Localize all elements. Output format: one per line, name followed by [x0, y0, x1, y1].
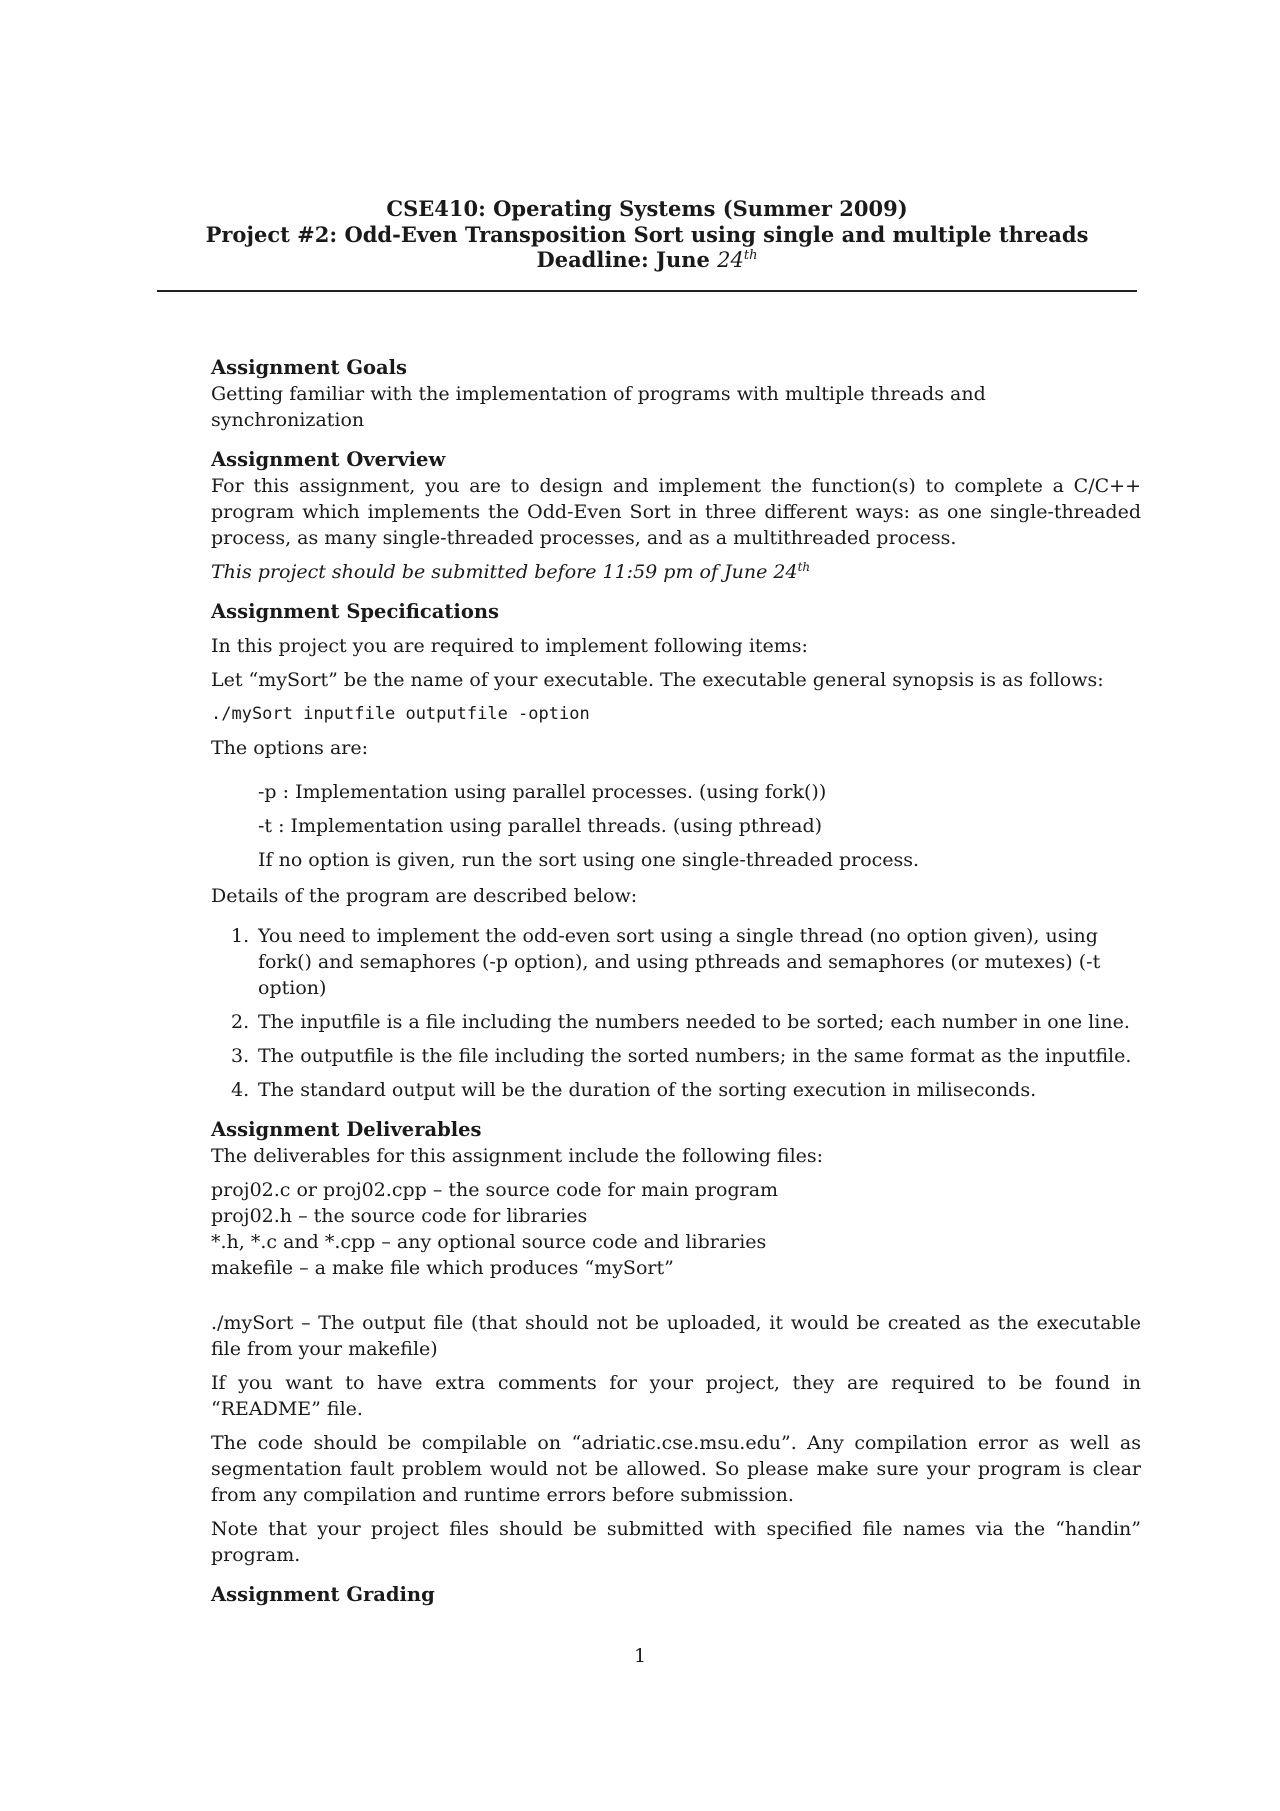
handin-note: Note that your project files should be submitted with specified file names via the “handin” program. [211, 1518, 1141, 1566]
list-item-number: 4. [231, 1079, 250, 1101]
deliverables-file-list [211, 1177, 1141, 1281]
specifications-heading: Assignment Specifications [211, 600, 499, 623]
synopsis-text: Let “mySort” be the name of your executable. The executable general synopsis is as follows: [211, 669, 1104, 691]
submission-note [211, 559, 1141, 585]
project-title: Project #2: Odd-Even Transposition Sort using single and multiple threads [205, 221, 1089, 247]
executable-note: ./mySort – The output file (that should not be uploaded, it would be created as the executable file from your makefile) [211, 1312, 1141, 1360]
submission-note-suffix: th [797, 560, 811, 574]
list-item [211, 1009, 1141, 1035]
deadline-day: 24 [717, 248, 744, 272]
page-number: 1 [633, 1645, 647, 1667]
details-label: Details of the program are described below: [211, 885, 638, 907]
course-title: CSE410: Operating Systems (Summer 2009) [386, 196, 908, 221]
option-p: -p : Implementation using parallel processes. (using fork()) [258, 781, 827, 803]
list-item [211, 1077, 1141, 1103]
deliverables-intro: The deliverables for this assignment include the following files: [211, 1145, 824, 1167]
compile-note: The code should be compilable on “adriatic.cse.msu.edu”. Any compilation error as well as segmentation fault problem would not be allowed. So please make sure your program is clear from any compilation and runtime errors before submission. [211, 1432, 1141, 1506]
list-item-number: 3. [231, 1045, 250, 1067]
list-item-text: The inputfile is a file including the numbers needed to be sorted; each number in one line. [258, 1011, 1130, 1033]
list-item-text: The outputfile is the file including the sorted numbers; in the same format as the inputfile. [258, 1045, 1132, 1067]
specifications-intro: In this project you are required to implement following items: [211, 635, 808, 657]
options-list [258, 779, 1141, 873]
goals-text: Getting familiar with the implementation of programs with multiple threads and synchronization [211, 383, 986, 431]
file-item: *.h, *.c and *.cpp – any optional source code and libraries [211, 1231, 767, 1253]
command-synopsis: ./mySort inputfile outputfile -option [211, 704, 590, 724]
list-item-number: 2. [231, 1011, 250, 1033]
file-item: proj02.c or proj02.cpp – the source code for main program [211, 1179, 779, 1201]
overview-text: For this assignment, you are to design and implement the function(s) to complete a C/C++ program which implements the Odd-Even Sort in three different ways: as one single-threaded process, as many single-threaded processes, and as a multithreaded process. [211, 475, 1141, 549]
file-item: proj02.h – the source code for libraries [211, 1205, 588, 1227]
list-item [211, 1043, 1141, 1069]
list-item [211, 923, 1141, 1001]
grading-heading: Assignment Grading [211, 1583, 435, 1606]
option-none: If no option is given, run the sort using one single-threaded process. [258, 849, 920, 871]
overview-heading: Assignment Overview [211, 448, 446, 471]
details-list [211, 923, 1141, 1103]
submission-note-text: This project should be submitted before 11:59 pm of June 24 [211, 561, 798, 583]
document-header [157, 196, 1137, 274]
option-t: -t : Implementation using parallel threads. (using pthread) [258, 815, 823, 837]
deadline-suffix: th [743, 248, 758, 263]
file-item: makefile – a make file which produces “mySort” [211, 1257, 674, 1279]
document-body [211, 355, 1141, 1608]
goals-heading: Assignment Goals [211, 356, 407, 379]
options-label: The options are: [211, 737, 369, 759]
readme-note: If you want to have extra comments for your project, they are required to be found in “README” file. [211, 1372, 1141, 1420]
list-item-number: 1. [231, 925, 250, 947]
deadline [157, 247, 1137, 274]
deadline-label: Deadline: June [536, 247, 710, 272]
list-item-text: You need to implement the odd-even sort using a single thread (no option given), using fork() and semaphores (-p option), and using pthreads and semaphores (or mutexes) (-t option) [258, 925, 1101, 999]
list-item-text: The standard output will be the duration of the sorting execution in miliseconds. [258, 1079, 1037, 1101]
deliverables-heading: Assignment Deliverables [211, 1118, 482, 1141]
header-rule [157, 290, 1137, 292]
